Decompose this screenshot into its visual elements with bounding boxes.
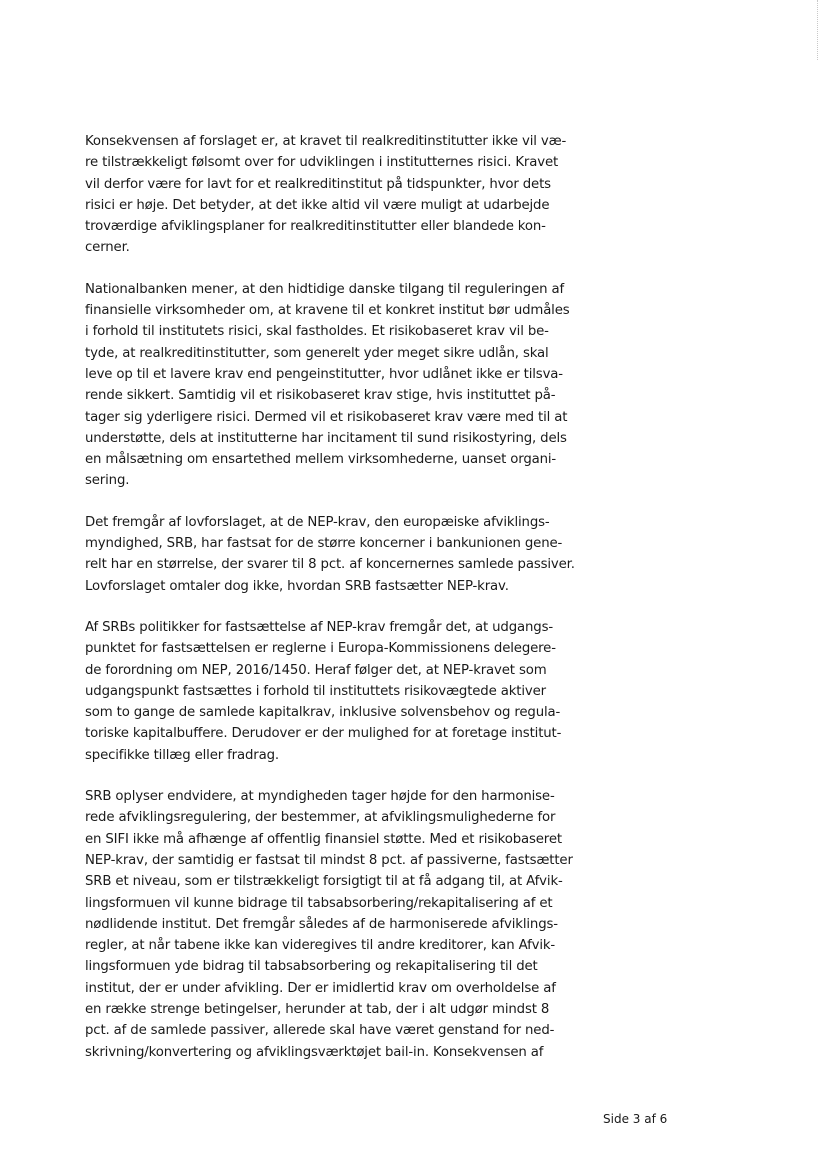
text-line: de forordning om NEP, 2016/1450. Heraf følger det, at NEP-kravet som	[85, 662, 547, 678]
page-number: Side 3 af 6	[603, 1112, 668, 1126]
text-line: leve op til et lavere krav end pengeinstitutter, hvor udlånet ikke er tilsva-	[85, 366, 563, 382]
text-line: skrivning/konvertering og afviklingsværktøjet bail-in. Konsekvensen af	[85, 1044, 544, 1060]
page-edge-marker	[817, 0, 819, 60]
text-line: myndighed, SRB, har fastsat for de større koncerner i bankunionen gene-	[85, 536, 563, 552]
text-line: regler, at når tabene ikke kan videregives til andre kreditorer, kan Afvik-	[85, 938, 556, 954]
text-line: pct. af de samlede passiver, allerede skal have været genstand for ned-	[85, 1023, 555, 1039]
text-line: tager sig yderligere risici. Dermed vil et risikobaseret krav være med til at	[85, 409, 568, 425]
text-line: NEP-krav, der samtidig er fastsat til mindst 8 pct. af passiverne, fastsætter	[85, 852, 573, 868]
text-line: udgangspunkt fastsættes i forhold til instituttets risikovægtede aktiver	[85, 683, 546, 699]
text-line: Nationalbanken mener, at den hidtidige danske tilgang til reguleringen af	[85, 281, 564, 297]
text-line: understøtte, dels at institutterne har incitament til sund risikostyring, dels	[85, 430, 567, 446]
text-line: specifikke tillæg eller fradrag.	[85, 747, 279, 763]
text-line: toriske kapitalbuffere. Derudover er der mulighed for at foretage institut-	[85, 726, 562, 742]
text-line: en målsætning om ensartethed mellem virksomhederne, uanset organi-	[85, 452, 557, 468]
text-line: risici er høje. Det betyder, at det ikke altid vil være muligt at udarbejde	[85, 197, 550, 213]
text-line: lingsformuen yde bidrag til tabsabsorbering og rekapitalisering til det	[85, 959, 538, 975]
text-line: en SIFI ikke må afhænge af offentlig finansiel støtte. Med et risikobaseret	[85, 831, 562, 847]
text-line: som to gange de samlede kapitalkrav, inklusive solvensbehov og regula-	[85, 705, 561, 721]
text-line: Af SRBs politikker for fastsættelse af NEP-krav fremgår det, at udgangs-	[85, 619, 553, 635]
paragraph-2	[85, 279, 570, 492]
text-line: cerner.	[85, 240, 130, 256]
text-line: sering.	[85, 473, 130, 489]
text-line: en række strenge betingelser, herunder at tab, der i alt udgør mindst 8	[85, 1001, 550, 1017]
paragraph-5	[85, 786, 573, 1063]
text-line: i forhold til institutets risici, skal fastholdes. Et risikobaseret krav vil be-	[85, 324, 549, 340]
text-line: re tilstrækkeligt følsomt over for udviklingen i institutternes risici. Kravet	[85, 155, 559, 171]
document-body	[85, 131, 575, 1083]
text-line: Konsekvensen af forslaget er, at kravet til realkreditinstitutter ikke vil væ-	[85, 134, 567, 149]
text-line: SRB oplyser endvidere, at myndigheden tager højde for den harmonise-	[85, 789, 555, 805]
text-line: institut, der er under afvikling. Der er imidlertid krav om overholdelse af	[85, 980, 556, 996]
text-line: lingsformuen vil kunne bidrage til tabsabsorbering/rekapitalisering af et	[85, 895, 553, 911]
paragraph-3	[85, 512, 575, 597]
text-line: punktet for fastsættelsen er reglerne i Europa-Kommissionens delegere-	[85, 641, 556, 657]
text-line: SRB et niveau, som er tilstrækkeligt forsigtigt til at få adgang til, at Afvik-	[85, 874, 563, 890]
text-line: troværdige afviklingsplaner for realkreditinstitutter eller blandede kon-	[85, 219, 546, 235]
text-line: relt har en størrelse, der svarer til 8 pct. af koncernernes samlede passiver.	[85, 557, 575, 573]
text-line: finansielle virksomheder om, at kravene til et konkret institut bør udmåles	[85, 303, 570, 319]
text-line: nødlidende institut. Det fremgår således af de harmoniserede afviklings-	[85, 916, 558, 932]
text-line: vil derfor være for lavt for et realkreditinstitut på tidspunkter, hvor dets	[85, 176, 551, 192]
text-line: Lovforslaget omtaler dog ikke, hvordan SRB fastsætter NEP-krav.	[85, 578, 509, 594]
paragraph-1	[85, 131, 565, 259]
text-line: rende sikkert. Samtidig vil et risikobaseret krav stige, hvis instituttet på-	[85, 388, 556, 404]
text-line: Det fremgår af lovforslaget, at de NEP-krav, den europæiske afviklings-	[85, 514, 550, 530]
text-line: tyde, at realkreditinstitutter, som generelt yder meget sikre udlån, skal	[85, 345, 549, 361]
text-line: rede afviklingsregulering, der bestemmer, at afviklingsmulighederne for	[85, 810, 556, 826]
paragraph-4	[85, 617, 565, 766]
